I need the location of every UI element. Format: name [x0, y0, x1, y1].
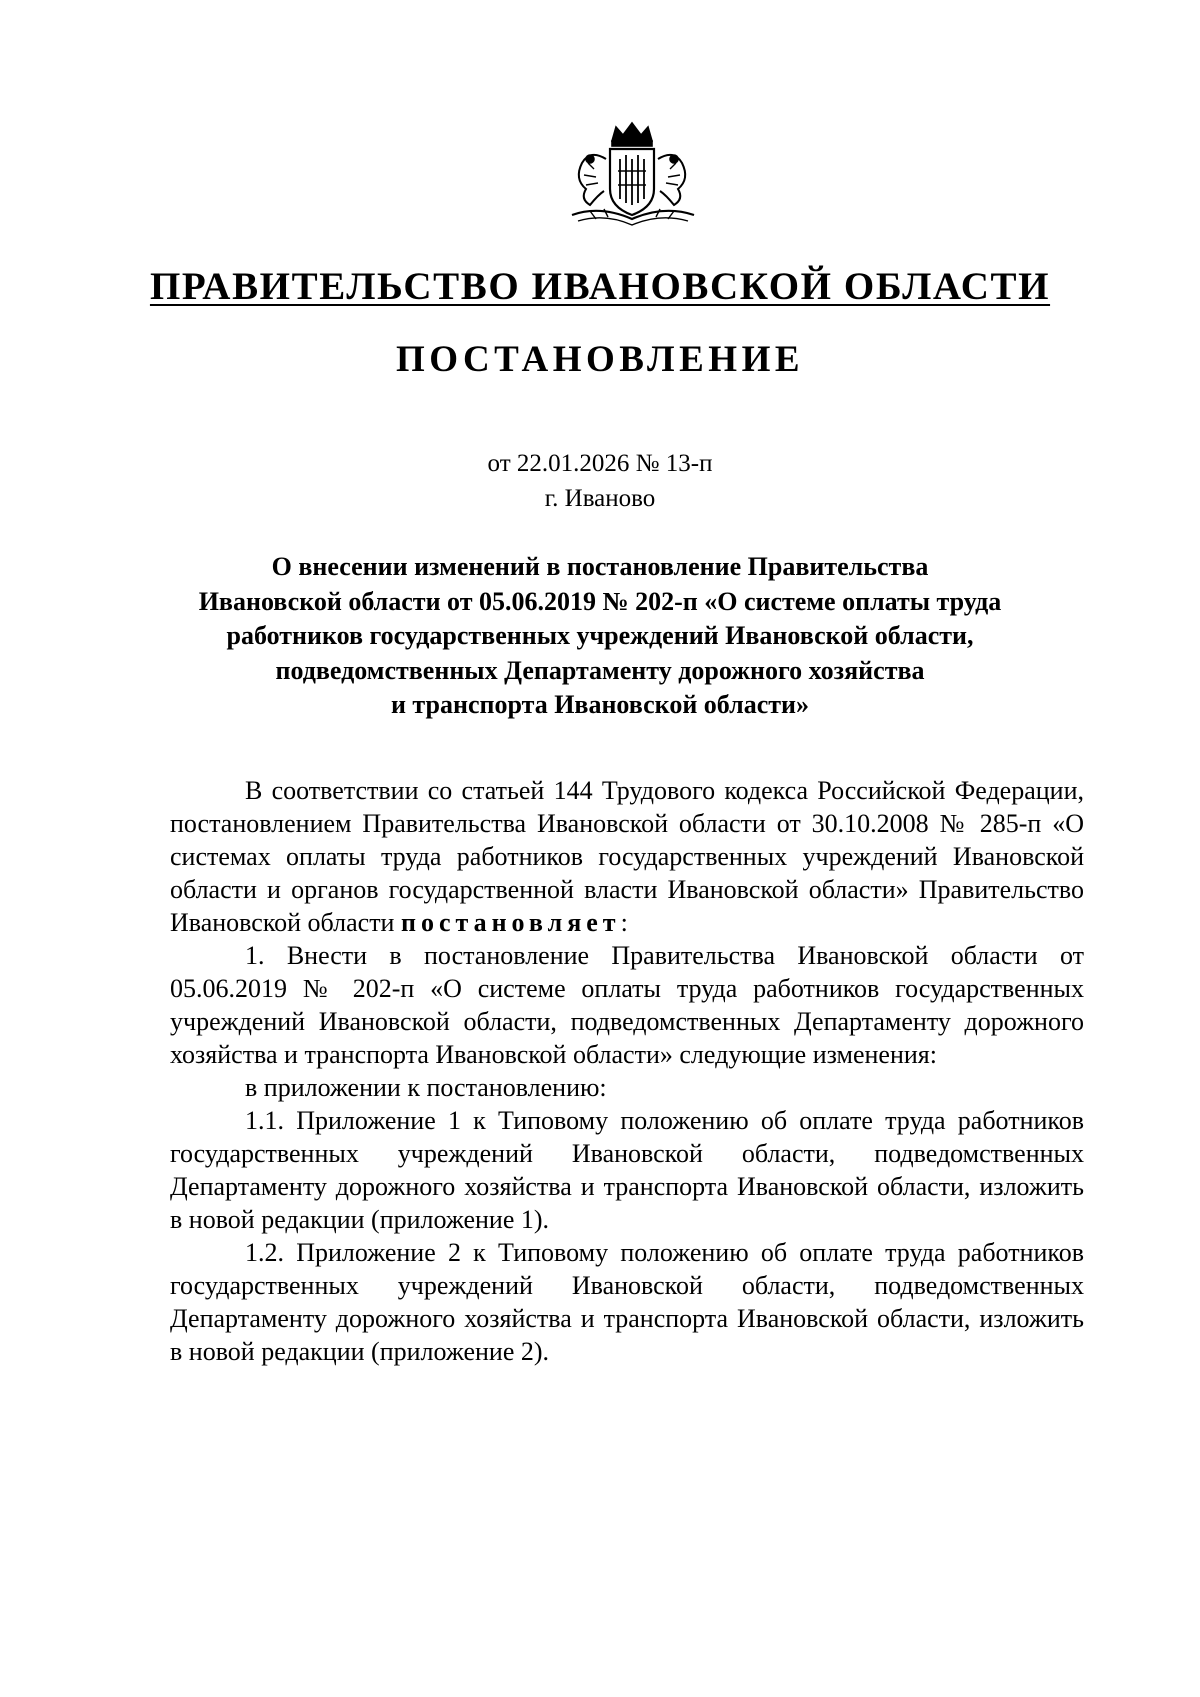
organization-title [0, 263, 1200, 311]
decree-word: постановляет [400, 908, 621, 937]
document-subject [150, 550, 1050, 723]
item-1-intro-paragraph: в приложении к постановлению: [245, 1073, 607, 1102]
subject-line: и транспорта Ивановской области» [390, 690, 810, 719]
document-date-number: от 22.01.2026 № 13-п [487, 450, 713, 477]
document-type: ПОСТАНОВЛЕНИЕ [395, 339, 805, 380]
ivanovo-coat-of-arms-icon [560, 119, 705, 229]
item-1-2-paragraph: 1.2. Приложение 2 к Типовому положению об оплате труда работников государственных учреждений Ивановской области, подведомственных Департаменту дорожного хозяйства и транспорта Ивановской области, изложить в новой редакции (приложение 2). [170, 1238, 1084, 1366]
item-1-paragraph: 1. Внести в постановление Правительства Ивановской области от 05.06.2019 № 202-п «О системе оплаты труда работников государственных учреждений Ивановской области, подведомственных Департаменту дорожного хозяйства и транспорта Ивановской области» следующие изменения: [170, 941, 1084, 1069]
document-city: г. Иваново [544, 485, 656, 512]
subject-line: работников государственных учреждений Ивановской области, [226, 621, 974, 650]
subject-line: подведомственных Департаменту дорожного хозяйства [275, 655, 925, 685]
subject-line: Ивановской области от 05.06.2019 № 202-п «О системе оплаты труда [198, 586, 1002, 616]
decree-suffix: : [620, 908, 628, 937]
organization-name: ПРАВИТЕЛЬСТВО ИВАНОВСКОЙ ОБЛАСТИ [149, 265, 1051, 308]
item-1-1-paragraph: 1.1. Приложение 1 к Типовому положению об оплате труда работников государственных учреждений Ивановской области, подведомственных Департаменту дорожного хозяйства и транспорта Ивановской области, изложить в новой редакции (приложение 1). [170, 1106, 1084, 1234]
document-body [170, 774, 1084, 1368]
preamble-text: В соответствии со статьей 144 Трудового кодекса Российской Федерации, постановлением Правительства Ивановской области от 30.10.2008 № 285-п «О системах оплаты труда работников государственных учреждений Ивановской области и органов государственной власти Ивановской области» Правительство Ивановской области [170, 776, 1084, 937]
subject-line: О внесении изменений в постановление Правительства [271, 552, 929, 581]
preamble-paragraph [170, 774, 1084, 939]
